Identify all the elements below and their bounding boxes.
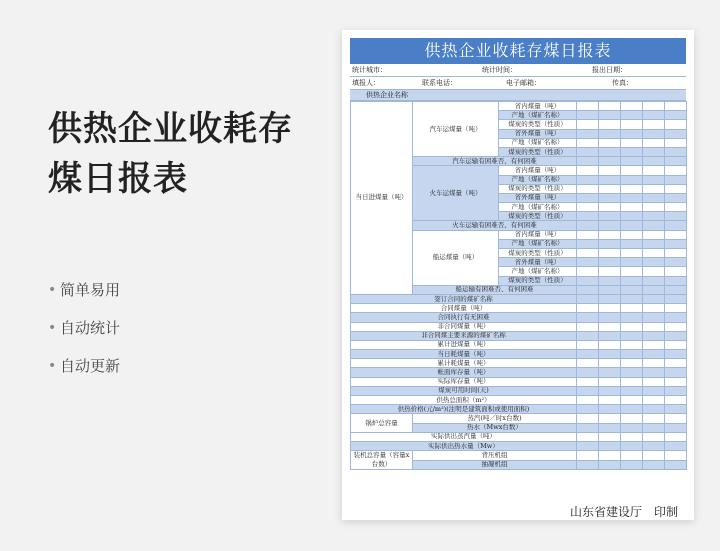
value-cell — [621, 212, 643, 221]
value-cell — [643, 368, 665, 377]
value-cell — [643, 212, 665, 221]
value-cell — [643, 294, 665, 303]
value-cell — [621, 313, 643, 322]
value-cell — [577, 129, 599, 138]
value-cell — [621, 230, 643, 239]
row-label: 合同执行有无困难 — [351, 313, 577, 322]
value-cell — [599, 322, 621, 331]
value-cell — [665, 340, 687, 349]
value-cell — [665, 451, 687, 461]
value-cell — [577, 359, 599, 368]
value-cell — [599, 331, 621, 340]
value-cell — [665, 441, 687, 450]
value-cell — [599, 203, 621, 212]
item-label: 省内煤量（吨） — [499, 166, 577, 175]
value-cell — [577, 313, 599, 322]
value-cell — [599, 414, 621, 423]
value-cell — [599, 102, 621, 111]
value-cell — [599, 340, 621, 349]
value-cell — [665, 157, 687, 166]
unit-item: 抽凝机组 — [413, 460, 577, 470]
transport-group-label: 火车运煤量（吨） — [413, 166, 499, 221]
value-cell — [643, 414, 665, 423]
row-label: 实际库存量（吨） — [351, 377, 577, 386]
value-cell — [621, 276, 643, 285]
value-cell — [643, 350, 665, 359]
value-cell — [665, 377, 687, 386]
value-cell — [577, 212, 599, 221]
item-label: 产地（煤矿名称） — [499, 111, 577, 120]
item-label: 产地（煤矿名称） — [499, 203, 577, 212]
value-cell — [599, 396, 621, 405]
item-label: 省外煤量（吨） — [499, 129, 577, 138]
value-cell — [621, 368, 643, 377]
feature-item: • 自动统计 — [48, 319, 121, 337]
value-cell — [577, 294, 599, 303]
value-cell — [599, 350, 621, 359]
value-cell — [577, 221, 599, 230]
value-cell — [665, 175, 687, 184]
row-label: 累计进煤量（吨） — [351, 340, 577, 349]
value-cell — [621, 157, 643, 166]
value-cell — [621, 138, 643, 147]
value-cell — [621, 193, 643, 202]
value-cell — [643, 441, 665, 450]
unit-item: 背压机组 — [413, 451, 577, 461]
value-cell — [577, 166, 599, 175]
value-cell — [599, 184, 621, 193]
value-cell — [621, 304, 643, 313]
table-row — [351, 432, 687, 441]
value-cell — [577, 249, 599, 258]
bullet-icon: • — [48, 358, 57, 374]
value-cell — [643, 203, 665, 212]
value-cell — [599, 249, 621, 258]
hero-title — [48, 104, 338, 204]
value-cell — [599, 386, 621, 395]
value-cell — [643, 285, 665, 294]
table-row — [351, 313, 687, 322]
value-cell — [643, 396, 665, 405]
value-cell — [665, 239, 687, 248]
document-preview — [342, 30, 694, 520]
row-label: 供热总面积（m²） — [351, 396, 577, 405]
value-cell — [665, 432, 687, 441]
value-cell — [621, 258, 643, 267]
value-cell — [665, 331, 687, 340]
item-label: 产地（煤矿名称） — [499, 175, 577, 184]
value-cell — [621, 203, 643, 212]
value-cell — [665, 212, 687, 221]
value-cell — [621, 239, 643, 248]
table-row — [351, 377, 687, 386]
item-label: 省内煤量（吨） — [499, 230, 577, 239]
value-cell — [599, 239, 621, 248]
table-row — [351, 405, 687, 414]
row-label: 非合同煤主要来源的煤矿名称 — [351, 331, 577, 340]
info-row-1 — [350, 64, 686, 77]
value-cell — [621, 147, 643, 156]
value-cell — [665, 138, 687, 147]
value-cell — [621, 331, 643, 340]
value-cell — [621, 111, 643, 120]
value-cell — [643, 377, 665, 386]
value-cell — [599, 276, 621, 285]
value-cell — [599, 129, 621, 138]
item-label: 省内煤量（吨） — [499, 102, 577, 111]
value-cell — [643, 175, 665, 184]
value-cell — [643, 304, 665, 313]
value-cell — [621, 184, 643, 193]
value-cell — [621, 249, 643, 258]
value-cell — [599, 441, 621, 450]
value-cell — [599, 138, 621, 147]
value-cell — [643, 138, 665, 147]
value-cell — [577, 258, 599, 267]
value-cell — [621, 423, 643, 432]
value-cell — [621, 396, 643, 405]
value-cell — [643, 267, 665, 276]
value-cell — [665, 368, 687, 377]
value-cell — [665, 203, 687, 212]
value-cell — [577, 414, 599, 423]
value-cell — [577, 368, 599, 377]
transport-group-label: 汽车运煤量（吨） — [413, 102, 499, 157]
table-row — [351, 441, 687, 450]
value-cell — [599, 267, 621, 276]
value-cell — [621, 405, 643, 414]
value-cell — [643, 157, 665, 166]
value-cell — [643, 249, 665, 258]
bullet-icon: • — [48, 282, 57, 298]
value-cell — [665, 249, 687, 258]
daily-coal-cell: 当日进煤量（吨） — [351, 102, 413, 295]
value-cell — [577, 193, 599, 202]
value-cell — [665, 221, 687, 230]
value-cell — [599, 230, 621, 239]
value-cell — [621, 294, 643, 303]
value-cell — [665, 111, 687, 120]
item-label: 煤炭的类型（性质） — [499, 249, 577, 258]
value-cell — [643, 405, 665, 414]
value-cell — [577, 239, 599, 248]
value-cell — [599, 212, 621, 221]
table-row — [351, 368, 687, 377]
item-label: 省外煤量（吨） — [499, 193, 577, 202]
value-cell — [665, 405, 687, 414]
item-label: 产地（煤矿名称） — [499, 138, 577, 147]
value-cell — [621, 285, 643, 294]
value-cell — [577, 138, 599, 147]
value-cell — [643, 451, 665, 461]
value-cell — [643, 423, 665, 432]
value-cell — [577, 157, 599, 166]
row-label: 帐面库存量（吨） — [351, 368, 577, 377]
value-cell — [643, 359, 665, 368]
value-cell — [643, 460, 665, 470]
table-row — [351, 322, 687, 331]
value-cell — [599, 175, 621, 184]
value-cell — [643, 129, 665, 138]
value-cell — [599, 166, 621, 175]
value-cell — [577, 322, 599, 331]
boiler-capacity-label: 锅炉总容量 — [351, 414, 413, 432]
value-cell — [599, 285, 621, 294]
value-cell — [643, 331, 665, 340]
transport-note: 汽车运输有困难否、有何困难 — [413, 157, 577, 166]
info-row-2 — [350, 77, 686, 90]
value-cell — [643, 111, 665, 120]
table-row — [351, 340, 687, 349]
value-cell — [577, 267, 599, 276]
table-row — [351, 331, 687, 340]
value-cell — [621, 377, 643, 386]
report-date-label: 报出日期： — [592, 66, 627, 74]
value-cell — [665, 414, 687, 423]
item-label: 煤炭的类型（性质） — [499, 184, 577, 193]
item-label: 产地（煤矿名称） — [499, 267, 577, 276]
value-cell — [599, 359, 621, 368]
value-cell — [577, 285, 599, 294]
value-cell — [599, 157, 621, 166]
value-cell — [577, 441, 599, 450]
value-cell — [665, 129, 687, 138]
row-label: 供热价格(元/m²)(注明是建筑面积或使用面积) — [351, 405, 577, 414]
value-cell — [577, 120, 599, 129]
feature-item: • 简单易用 — [48, 281, 121, 299]
value-cell — [599, 377, 621, 386]
value-cell — [643, 166, 665, 175]
value-cell — [599, 423, 621, 432]
value-cell — [643, 193, 665, 202]
value-cell — [577, 203, 599, 212]
value-cell — [577, 460, 599, 470]
row-label: 煤炭可用时间(天) — [351, 386, 577, 395]
value-cell — [621, 102, 643, 111]
supply-row-label: 实际供出蒸汽量（吨） — [351, 432, 577, 441]
value-cell — [665, 350, 687, 359]
value-cell — [599, 258, 621, 267]
table-row — [351, 359, 687, 368]
table-row — [351, 386, 687, 395]
document-title: 供热企业收耗存煤日报表 — [350, 38, 686, 64]
value-cell — [577, 230, 599, 239]
value-cell — [577, 405, 599, 414]
item-label: 产地（煤矿名称） — [499, 239, 577, 248]
item-label: 省外煤量（吨） — [499, 258, 577, 267]
row-label: 合同煤量（吨） — [351, 304, 577, 313]
boiler-item: 蒸汽(吨／时x台数) — [413, 414, 577, 423]
value-cell — [599, 193, 621, 202]
value-cell — [621, 221, 643, 230]
value-cell — [577, 451, 599, 461]
value-cell — [599, 460, 621, 470]
left-panel — [0, 0, 330, 551]
value-cell — [621, 441, 643, 450]
row-label: 累计耗煤量（吨） — [351, 359, 577, 368]
table-row — [351, 294, 687, 303]
fax-label: 传真： — [612, 79, 633, 87]
value-cell — [621, 166, 643, 175]
value-cell — [643, 386, 665, 395]
value-cell — [621, 350, 643, 359]
value-cell — [643, 221, 665, 230]
value-cell — [643, 102, 665, 111]
value-cell — [665, 258, 687, 267]
table-row — [351, 350, 687, 359]
value-cell — [577, 377, 599, 386]
value-cell — [643, 313, 665, 322]
value-cell — [665, 359, 687, 368]
item-label: 煤炭的类型（性质） — [499, 212, 577, 221]
value-cell — [599, 432, 621, 441]
row-label: 签订合同的煤矿名称 — [351, 294, 577, 303]
value-cell — [621, 451, 643, 461]
value-cell — [665, 460, 687, 470]
value-cell — [665, 102, 687, 111]
row-label: 当日耗煤量（吨） — [351, 350, 577, 359]
value-cell — [665, 322, 687, 331]
value-cell — [665, 396, 687, 405]
value-cell — [643, 340, 665, 349]
value-cell — [621, 460, 643, 470]
value-cell — [643, 258, 665, 267]
report-table — [350, 101, 687, 470]
feature-list — [48, 280, 120, 394]
value-cell — [643, 276, 665, 285]
value-cell — [665, 313, 687, 322]
value-cell — [665, 294, 687, 303]
value-cell — [577, 304, 599, 313]
value-cell — [599, 221, 621, 230]
value-cell — [621, 359, 643, 368]
value-cell — [577, 340, 599, 349]
value-cell — [665, 304, 687, 313]
value-cell — [577, 396, 599, 405]
reporter-label: 填报人： — [352, 79, 380, 87]
company-name-row: 供热企业名称 — [350, 90, 686, 101]
value-cell — [621, 340, 643, 349]
value-cell — [665, 285, 687, 294]
table-row — [351, 414, 687, 423]
value-cell — [643, 322, 665, 331]
print-stamp: 山东省建设厅 印制 — [569, 505, 678, 519]
value-cell — [621, 175, 643, 184]
value-cell — [577, 102, 599, 111]
bullet-icon: • — [48, 320, 57, 336]
value-cell — [643, 239, 665, 248]
row-label: 非合同煤量（吨） — [351, 322, 577, 331]
value-cell — [665, 276, 687, 285]
hero-title-line2: 煤日报表 — [48, 159, 188, 199]
value-cell — [643, 147, 665, 156]
supply-row-label: 实际供出热水量（Mw） — [351, 441, 577, 450]
value-cell — [665, 147, 687, 156]
value-cell — [621, 322, 643, 331]
value-cell — [599, 368, 621, 377]
value-cell — [599, 294, 621, 303]
value-cell — [599, 111, 621, 120]
table-row — [351, 304, 687, 313]
value-cell — [577, 147, 599, 156]
value-cell — [643, 230, 665, 239]
transport-group-label: 船运煤量（吨） — [413, 230, 499, 285]
item-label: 煤炭的类型（性质） — [499, 147, 577, 156]
value-cell — [643, 432, 665, 441]
value-cell — [665, 423, 687, 432]
value-cell — [577, 423, 599, 432]
value-cell — [621, 432, 643, 441]
table-row — [351, 451, 687, 461]
value-cell — [599, 313, 621, 322]
email-label: 电子邮箱： — [506, 79, 541, 87]
value-cell — [621, 129, 643, 138]
value-cell — [665, 184, 687, 193]
value-cell — [665, 120, 687, 129]
value-cell — [621, 120, 643, 129]
value-cell — [665, 267, 687, 276]
transport-note: 火车运输有困难否、有何困难 — [413, 221, 577, 230]
stat-time-label: 统计时间： — [482, 66, 517, 74]
value-cell — [577, 184, 599, 193]
transport-note: 船运输有困难否、有何困难 — [413, 285, 577, 294]
installed-capacity-label: 装机总容量（容量x台数） — [351, 451, 413, 470]
value-cell — [599, 120, 621, 129]
value-cell — [665, 193, 687, 202]
item-label: 煤炭的类型（性质） — [499, 120, 577, 129]
value-cell — [577, 175, 599, 184]
feature-item: • 自动更新 — [48, 357, 121, 375]
hero-title-line1: 供热企业收耗存 — [48, 109, 293, 149]
value-cell — [665, 230, 687, 239]
value-cell — [599, 405, 621, 414]
value-cell — [577, 111, 599, 120]
value-cell — [599, 304, 621, 313]
value-cell — [599, 147, 621, 156]
table-row — [351, 396, 687, 405]
stat-city-label: 统计城市： — [352, 66, 387, 74]
value-cell — [621, 267, 643, 276]
value-cell — [577, 432, 599, 441]
value-cell — [665, 386, 687, 395]
boiler-item: 热水（Mwx台数） — [413, 423, 577, 432]
value-cell — [577, 331, 599, 340]
phone-label: 联系电话： — [422, 79, 457, 87]
table-row — [351, 102, 687, 111]
value-cell — [577, 386, 599, 395]
value-cell — [577, 276, 599, 285]
item-label: 煤炭的类型（性质） — [499, 276, 577, 285]
value-cell — [621, 414, 643, 423]
value-cell — [643, 184, 665, 193]
value-cell — [665, 166, 687, 175]
value-cell — [643, 120, 665, 129]
value-cell — [577, 350, 599, 359]
value-cell — [621, 386, 643, 395]
value-cell — [599, 451, 621, 461]
